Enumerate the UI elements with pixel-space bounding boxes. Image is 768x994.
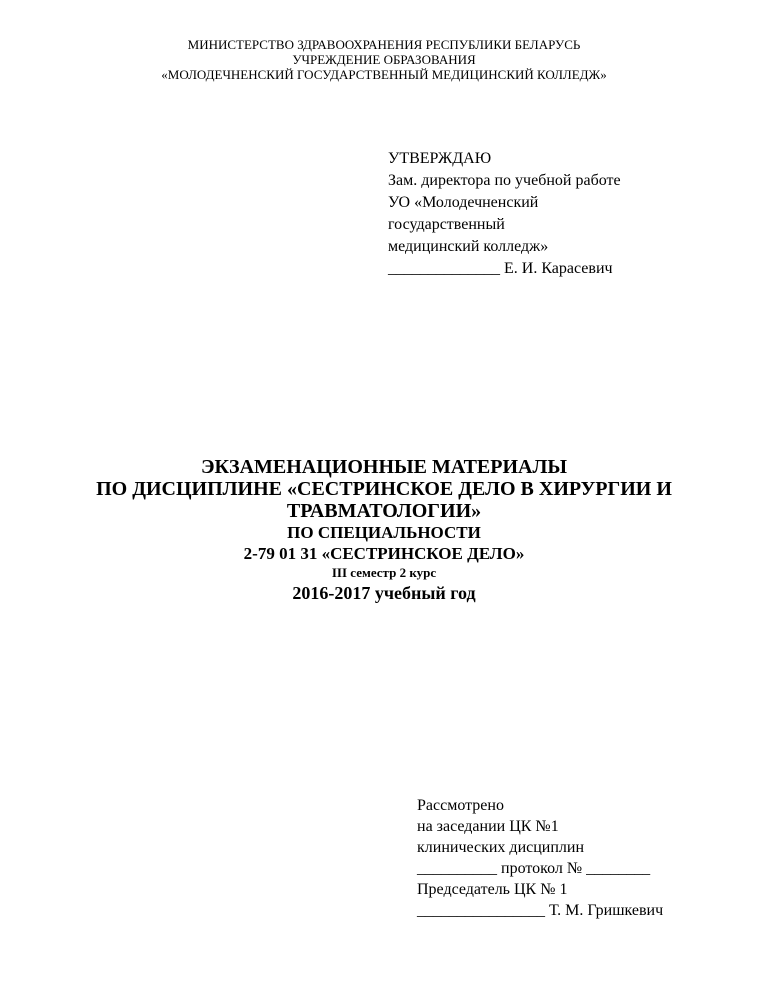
review-line-considered: Рассмотрено [417, 797, 504, 814]
review-block [417, 795, 757, 921]
approval-org-line-1: УО «Молодечненский [388, 194, 539, 211]
review-line-signature: ________________ Т. М. Гришкевич [417, 902, 664, 919]
title-line-discipline-cont: ТРАВМАТОЛОГИИ» [286, 500, 482, 522]
header-college-name-line: «МОЛОДЕЧНЕНСКИЙ ГОСУДАРСТВЕННЫЙ МЕДИЦИНСКИЙ КОЛЛЕДЖ» [161, 67, 607, 82]
approval-block [388, 148, 748, 280]
title-line-discipline: ПО ДИСЦИПЛИНЕ «СЕСТРИНСКОЕ ДЕЛО В ХИРУРГИИ И [96, 478, 672, 500]
title-line-specialty-code: 2-79 01 31 «СЕСТРИНСКОЕ ДЕЛО» [243, 544, 525, 563]
review-line-protocol: __________ протокол № ________ [417, 860, 651, 877]
approval-heading: УТВЕРЖДАЮ [388, 150, 492, 167]
review-line-meeting: на заседании ЦК №1 [417, 818, 559, 835]
title-line-specialty-label: ПО СПЕЦИАЛЬНОСТИ [287, 523, 481, 542]
approval-signature-line: ______________ Е. И. Карасевич [388, 260, 613, 277]
approval-org-line-2: государственный [388, 216, 505, 233]
approval-position-line: Зам. директора по учебной работе [388, 172, 621, 189]
title-line-exam-materials: ЭКЗАМЕНАЦИОННЫЕ МАТЕРИАЛЫ [200, 456, 568, 478]
header-ministry-line: МИНИСТЕРСТВО ЗДРАВООХРАНЕНИЯ РЕСПУБЛИКИ БЕЛАРУСЬ [187, 37, 581, 52]
header-institution-type-line: УЧРЕЖДЕНИЕ ОБРАЗОВАНИЯ [292, 52, 476, 67]
review-line-chairman: Председатель ЦК № 1 [417, 881, 568, 898]
document-title-block [0, 456, 768, 605]
approval-org-line-3: медицинский колледж» [388, 238, 549, 255]
title-academic-year: 2016-2017 учебный год [292, 583, 476, 603]
review-line-disciplines: клинических дисциплин [417, 839, 585, 856]
title-semester: III семестр 2 курс [331, 565, 437, 580]
ministry-header [0, 37, 768, 82]
